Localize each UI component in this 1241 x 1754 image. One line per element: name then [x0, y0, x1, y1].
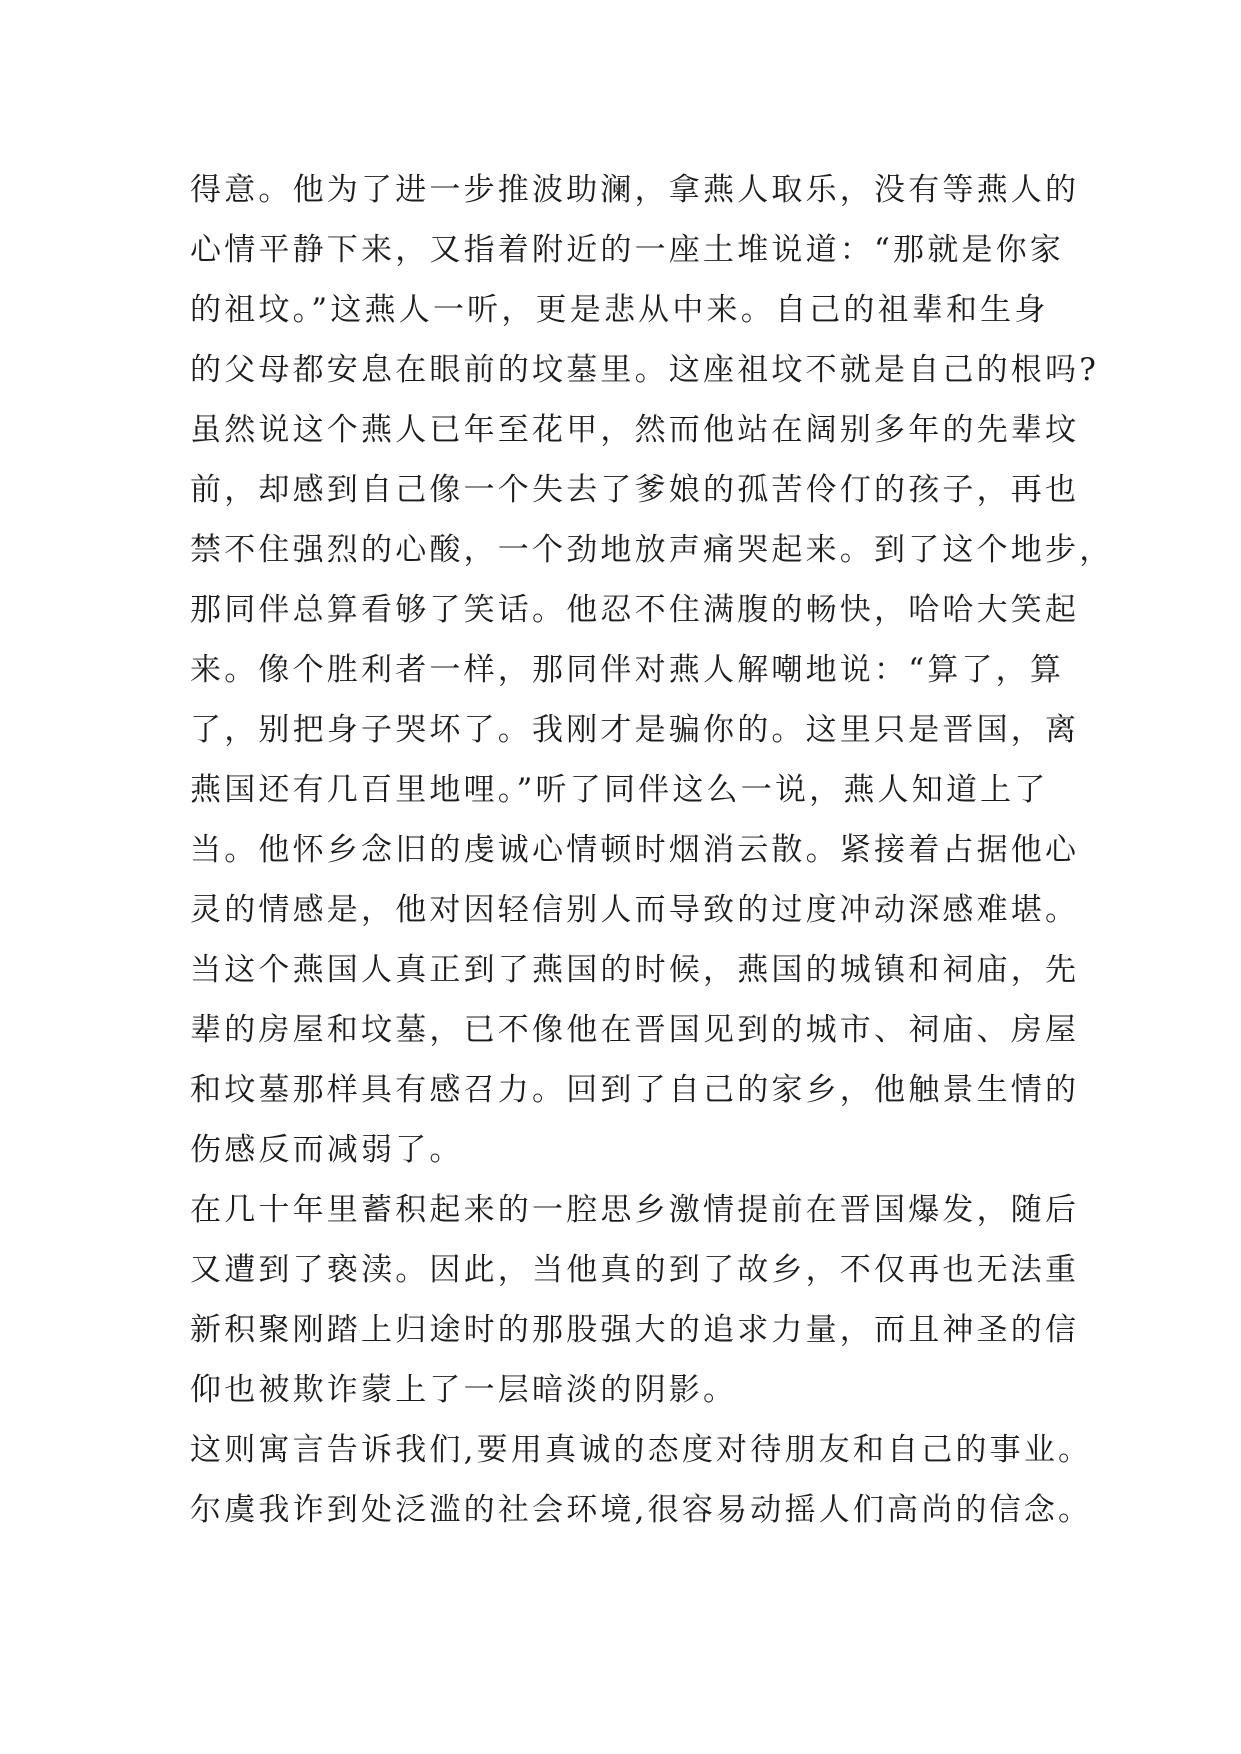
- text-line: 禁不住强烈的心酸，一个劲地放声痛哭起来。到了这个地步，: [190, 532, 1114, 568]
- text-line: 的父母都安息在眼前的坟墓里。这座祖坟不就是自己的根吗?: [190, 352, 1100, 388]
- text-line: 新积聚刚踏上归途时的那股强大的追求力量，而且神圣的信: [190, 1312, 1080, 1348]
- text-line: 灵的情感是，他对因轻信别人而导致的过度冲动深感难堪。: [190, 892, 1080, 928]
- text-line: 伤感反而减弱了。: [190, 1132, 464, 1168]
- text-line: 燕国还有几百里地哩。”听了同伴这么一说，燕人知道上了: [190, 772, 1049, 808]
- text-line: 在几十年里蓄积起来的一腔思乡激情提前在晋国爆发，随后: [190, 1192, 1080, 1228]
- text-line: 那同伴总算看够了笑话。他忍不住满腹的畅快，哈哈大笑起: [190, 592, 1080, 628]
- text-line: 心情平静下来，又指着附近的一座土堆说道：“那就是你家: [190, 232, 1065, 268]
- text-line: 当。他怀乡念旧的虔诚心情顿时烟消云散。紧接着占据他心: [190, 832, 1080, 868]
- text-line: 和坟墓那样具有感召力。回到了自己的家乡，他触景生情的: [190, 1072, 1080, 1108]
- text-line: 虽然说这个燕人已年至花甲，然而他站在阔别多年的先辈坟: [190, 412, 1080, 448]
- text-line: 仰也被欺诈蒙上了一层暗淡的阴影。: [190, 1372, 738, 1408]
- text-line: 了，别把身子哭坏了。我刚才是骗你的。这里只是晋国，离: [190, 712, 1080, 748]
- text-line: 这则寓言告诉我们,要用真诚的态度对待朋友和自己的事业。: [190, 1432, 1093, 1468]
- text-line: 得意。他为了进一步推波助澜，拿燕人取乐，没有等燕人的: [190, 172, 1080, 208]
- text-line: 前，却感到自己像一个失去了爹娘的孤苦伶仃的孩子，再也: [190, 472, 1080, 508]
- text-line: 又遭到了亵渎。因此，当他真的到了故乡，不仅再也无法重: [190, 1252, 1080, 1288]
- body-text: [190, 160, 1114, 1540]
- text-line: 当这个燕国人真正到了燕国的时候，燕国的城镇和祠庙，先: [190, 952, 1080, 988]
- text-line: 来。像个胜利者一样，那同伴对燕人解嘲地说：“算了，算: [190, 652, 1065, 688]
- text-line: 尔虞我诈到处泛滥的社会环境,很容易动摇人们高尚的信念。: [190, 1492, 1093, 1528]
- text-line: 的祖坟。”这燕人一听，更是悲从中来。自己的祖辈和生身: [190, 292, 1049, 328]
- text-line: 辈的房屋和坟墓，已不像他在晋国见到的城市、祠庙、房屋: [190, 1012, 1080, 1048]
